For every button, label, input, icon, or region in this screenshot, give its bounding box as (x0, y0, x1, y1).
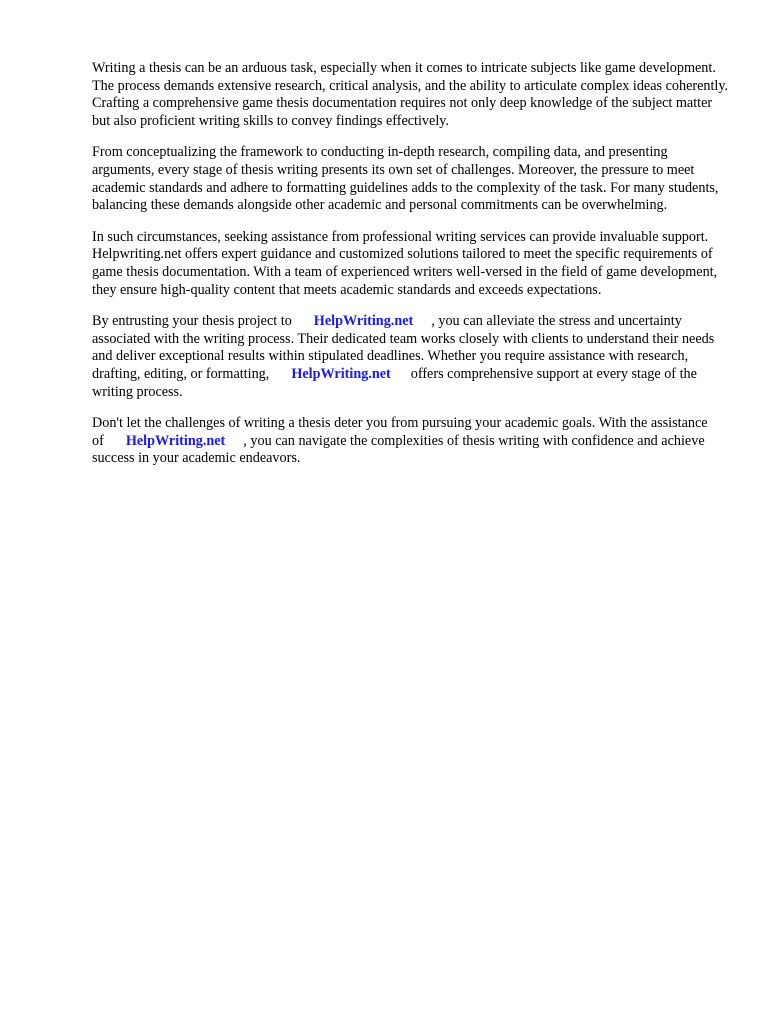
paragraph-challenges: From conceptualizing the framework to conducting in-depth research, compiling data, and presenting arguments, every stage of thesis writing presents its own set of challenges. Moreover, the pressure to meet academic standards and adhere to formatting guidelines adds to the complexity of the task. For many students, balancing these demands alongside other academic and personal commitments can be overwhelming. (92, 144, 719, 214)
paragraph-intro: Writing a thesis can be an arduous task, especially when it comes to intricate subjects like game development. The process demands extensive research, critical analysis, and the ability to articulate complex ideas coherently. Crafting a comprehensive game thesis documentation requires not only deep knowledge of the subject matter but also proficient writing skills to convey findings effectively. (92, 60, 729, 129)
paragraph-text: By entrusting your thesis project to (92, 313, 292, 330)
paragraph-entrusting (92, 313, 732, 401)
helpwriting-link[interactable]: HelpWriting.net (291, 365, 391, 382)
paragraph-text: Don't let the challenges of writing a thesis deter you from pursuing your academic goals. With the assistance of (92, 415, 708, 449)
document-body (92, 60, 732, 482)
paragraph-text: , you can alleviate the stress and uncertainty associated with the writing process. Their dedicated team works closely with clients to understand their needs and deliver exceptional results within stipulated deadlines. Whether you require assistance with research, drafting, editing, or formatting, (92, 313, 715, 382)
paragraph-assistance: In such circumstances, seeking assistance from professional writing services can provide invaluable support. Helpwriting.net offers expert guidance and customized solutions tailored to meet the specific requirements of game thesis documentation. With a team of experienced writers well-versed in the field of game development, they ensure high-quality content that meets academic standards and exceeds expectations. (92, 228, 718, 298)
helpwriting-link[interactable]: HelpWriting.net (125, 432, 226, 449)
paragraph-text: , you can navigate the complexities of thesis writing with confidence and achieve success in your academic endeavors. (92, 432, 705, 467)
paragraph-conclusion (92, 415, 732, 468)
helpwriting-link[interactable]: HelpWriting.net (313, 313, 414, 330)
paragraph-text: offers comprehensive support at every stage of the writing process. (92, 365, 697, 400)
